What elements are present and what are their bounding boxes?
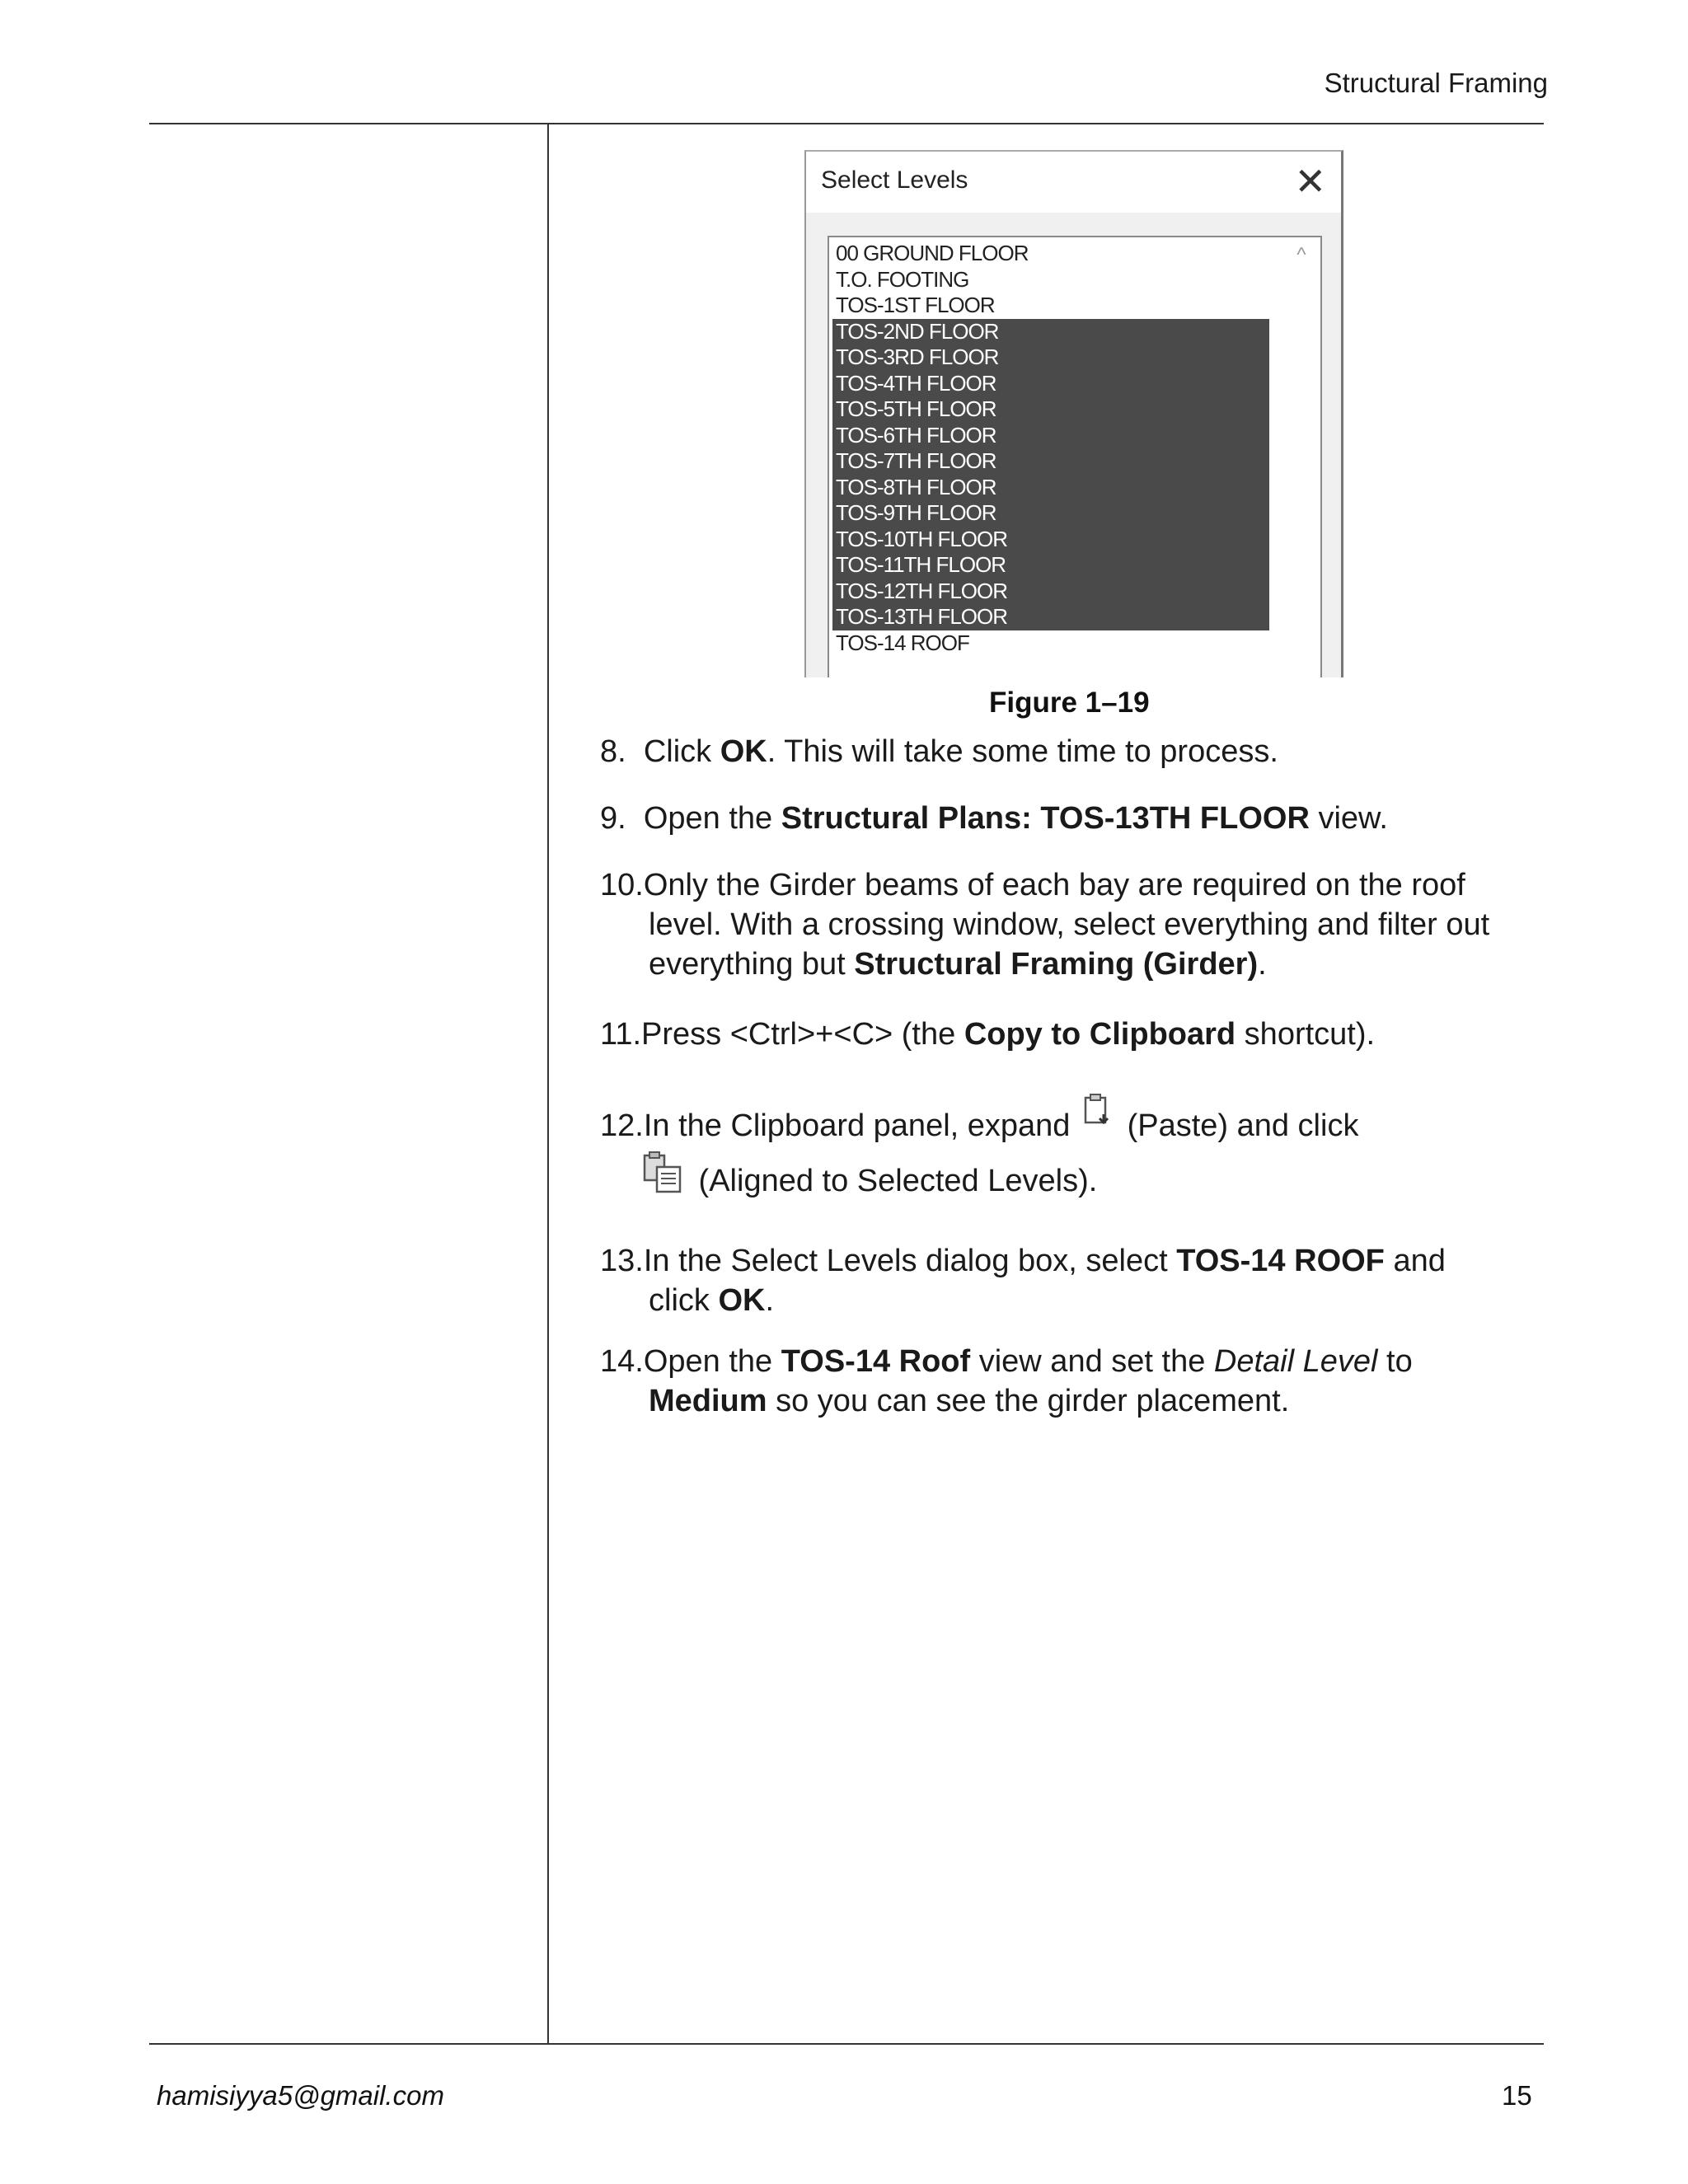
step-number: 13. bbox=[600, 1244, 644, 1278]
select-levels-dialog bbox=[804, 150, 1343, 677]
level-list-item[interactable]: TOS-2ND FLOOR bbox=[832, 319, 1269, 345]
step-14: 14.Open the TOS-14 Roof view and set the Detail Level to Medium so you can see the girder placement. bbox=[600, 1344, 1413, 1418]
dialog-title: Select Levels bbox=[821, 166, 968, 194]
level-list-item[interactable]: TOS-1ST FLOOR bbox=[836, 293, 995, 317]
footer-rule bbox=[149, 2043, 1544, 2045]
levels-listbox[interactable] bbox=[828, 236, 1322, 677]
level-list-item[interactable]: T.O. FOOTING bbox=[836, 266, 969, 292]
margin-divider bbox=[547, 124, 549, 2044]
level-list-item[interactable]: TOS-3RD FLOOR bbox=[832, 344, 1269, 371]
level-list-item[interactable]: TOS-14 ROOF bbox=[836, 630, 969, 655]
level-list-item[interactable]: TOS-8TH FLOOR bbox=[832, 475, 1269, 501]
close-icon[interactable]: ✕ bbox=[1294, 160, 1326, 203]
figure-caption: Figure 1–19 bbox=[989, 687, 1150, 719]
level-list-item[interactable]: TOS-11TH FLOOR bbox=[832, 552, 1269, 579]
level-list-item[interactable]: TOS-6TH FLOOR bbox=[832, 423, 1269, 449]
step-9: 9. Open the Structural Plans: TOS-13TH FLOOR view. bbox=[600, 801, 1388, 836]
step-number: 14. bbox=[600, 1344, 644, 1379]
level-list-item[interactable]: TOS-7TH FLOOR bbox=[832, 448, 1269, 475]
step-10: 10.Only the Girder beams of each bay are required on the roof level. With a crossing window, select everything and filter out everything but Structural Framing (Girder). bbox=[600, 868, 1490, 982]
page-header-title: Structural Framing bbox=[1324, 68, 1548, 98]
scrollbar[interactable] bbox=[1284, 239, 1319, 677]
level-list-item[interactable]: TOS-12TH FLOOR bbox=[832, 579, 1269, 605]
step-13: 13.In the Select Levels dialog box, select TOS-14 ROOF and click OK. bbox=[600, 1244, 1446, 1318]
step-number: 9. bbox=[600, 801, 626, 836]
level-list-item[interactable]: TOS-10TH FLOOR bbox=[832, 527, 1269, 553]
scroll-up-icon[interactable]: ^ bbox=[1296, 244, 1306, 266]
paste-icon bbox=[1082, 1093, 1114, 1139]
level-list-item[interactable]: TOS-4TH FLOOR bbox=[832, 371, 1269, 397]
level-list-item[interactable]: TOS-13TH FLOOR bbox=[832, 604, 1269, 630]
step-11: 11.Press <Ctrl>+<C> (the Copy to Clipboard shortcut). bbox=[600, 1017, 1376, 1052]
level-list-item[interactable]: TOS-5TH FLOOR bbox=[832, 396, 1269, 423]
step-12: 12.In the Clipboard panel, expand (Paste) and click (Aligned to Selected Levels). bbox=[600, 1104, 1540, 1210]
step-number: 10. bbox=[600, 868, 644, 902]
dialog-titlebar bbox=[806, 152, 1341, 213]
header-rule bbox=[149, 123, 1544, 124]
footer-email: hamisiyya5@gmail.com bbox=[157, 2080, 444, 2111]
step-8: 8. Click OK. This will take some time to process. bbox=[600, 734, 1278, 769]
aligned-to-selected-levels-icon bbox=[642, 1151, 683, 1205]
page-number: 15 bbox=[1502, 2080, 1532, 2111]
level-list-item[interactable]: 00 GROUND FLOOR bbox=[836, 241, 1029, 265]
step-number: 11. bbox=[600, 1017, 642, 1052]
step-number: 12. bbox=[600, 1108, 644, 1144]
level-list-item[interactable]: TOS-9TH FLOOR bbox=[832, 500, 1269, 527]
step-number: 8. bbox=[600, 734, 626, 769]
